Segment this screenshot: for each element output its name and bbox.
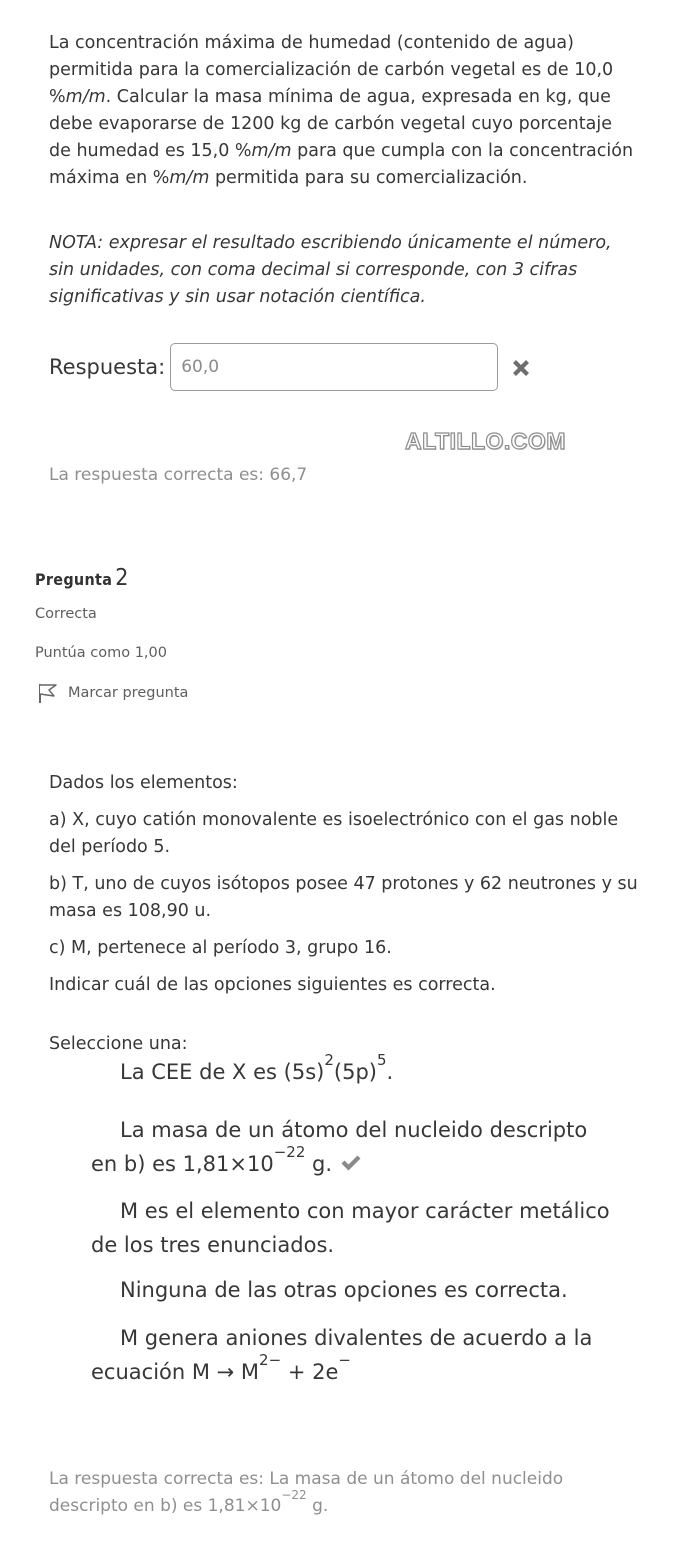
answer-input[interactable] bbox=[170, 343, 498, 391]
superscript: 2− bbox=[259, 1351, 282, 1369]
superscript: −22 bbox=[273, 1143, 306, 1161]
question1-note: NOTA: expresar el resultado escribiendo únicamente el número, sin unidades, con coma decimal si corresponde, con 3 cifras significativas y sin usar notación científica. bbox=[49, 233, 612, 307]
flag-icon bbox=[37, 682, 59, 704]
unit-mm: m/m bbox=[251, 141, 292, 161]
x-mark-icon bbox=[510, 357, 532, 379]
superscript: −22 bbox=[281, 1488, 307, 1502]
question2-score: Puntúa como 1,00 bbox=[35, 645, 167, 661]
option-a-text: (5p) bbox=[333, 1060, 377, 1084]
answer-label: Respuesta: bbox=[49, 355, 166, 379]
option-b-text: g. bbox=[305, 1152, 333, 1176]
question2-item-c: c) M, pertenece al período 3, grupo 16. bbox=[49, 938, 392, 958]
option-b-text: La masa de un átomo del nucleido descripto en b) es 1,81×10 bbox=[91, 1118, 588, 1176]
option-a-text: La CEE de X es (5s) bbox=[120, 1060, 325, 1084]
correct-answer-text: g. bbox=[306, 1496, 329, 1516]
option-b[interactable] bbox=[91, 1113, 616, 1181]
option-e-text: M genera aniones divalentes de acuerdo a la ecuación M → M bbox=[91, 1326, 593, 1384]
option-c[interactable]: M es el elemento con mayor carácter metálico de los tres enunciados. bbox=[91, 1199, 610, 1257]
flag-label: Marcar pregunta bbox=[68, 685, 189, 701]
watermark: ALTILLO.COM bbox=[405, 428, 566, 454]
question1-text-part3: para que cumpla con la concentración máxima en % bbox=[49, 141, 634, 188]
question2-title-number: 2 bbox=[115, 565, 129, 591]
correct-answer-text: La respuesta correcta es: La masa de un átomo del nucleido descripto en b) es 1,81×10 bbox=[49, 1469, 564, 1516]
option-e[interactable] bbox=[91, 1321, 616, 1389]
option-e-text: + 2e bbox=[281, 1360, 339, 1384]
question1-correct-answer: La respuesta correcta es: 66,7 bbox=[49, 465, 308, 485]
question2-title bbox=[35, 565, 128, 591]
superscript: − bbox=[338, 1351, 351, 1369]
option-a-text: . bbox=[386, 1060, 394, 1084]
option-d[interactable]: Ninguna de las otras opciones es correcta. bbox=[120, 1278, 568, 1302]
question1-text bbox=[49, 30, 639, 192]
question2-item-a: a) X, cuyo catión monovalente es isoelectrónico con el gas noble del período 5. bbox=[49, 810, 619, 857]
question2-item-b: b) T, uno de cuyos isótopos posee 47 protones y 62 neutrones y su masa es 108,90 u. bbox=[49, 874, 638, 921]
question2-body bbox=[49, 770, 639, 1009]
option-a[interactable] bbox=[91, 1051, 616, 1089]
question2-instruction: Indicar cuál de las opciones siguientes es correcta. bbox=[49, 975, 496, 995]
unit-mm: m/m bbox=[65, 87, 106, 107]
question1-text-part4: permitida para su comercialización. bbox=[209, 168, 528, 188]
question2-title-word: Pregunta bbox=[35, 570, 113, 589]
question2-status: Correcta bbox=[35, 606, 97, 622]
superscript: 5 bbox=[376, 1051, 387, 1069]
unit-mm: m/m bbox=[169, 168, 210, 188]
question2-intro: Dados los elementos: bbox=[49, 773, 238, 793]
answer-row bbox=[49, 342, 498, 392]
checkmark-icon bbox=[340, 1154, 362, 1172]
superscript: 2 bbox=[324, 1051, 334, 1069]
question2-correct-answer bbox=[49, 1466, 639, 1520]
question1-text-part1: La concentración máxima de humedad (contenido de agua) permitida para la comercialización de carbón vegetal es de 10,0 % bbox=[49, 33, 614, 107]
select-label: Seleccione una: bbox=[49, 1034, 188, 1054]
flag-question-button[interactable] bbox=[37, 682, 188, 704]
question1-text-part2: . Calcular la masa mínima de agua, expresada en kg, que debe evaporarse de 1200 kg de carbón vegetal cuyo porcentaje de humedad es 15,0 % bbox=[49, 87, 612, 161]
